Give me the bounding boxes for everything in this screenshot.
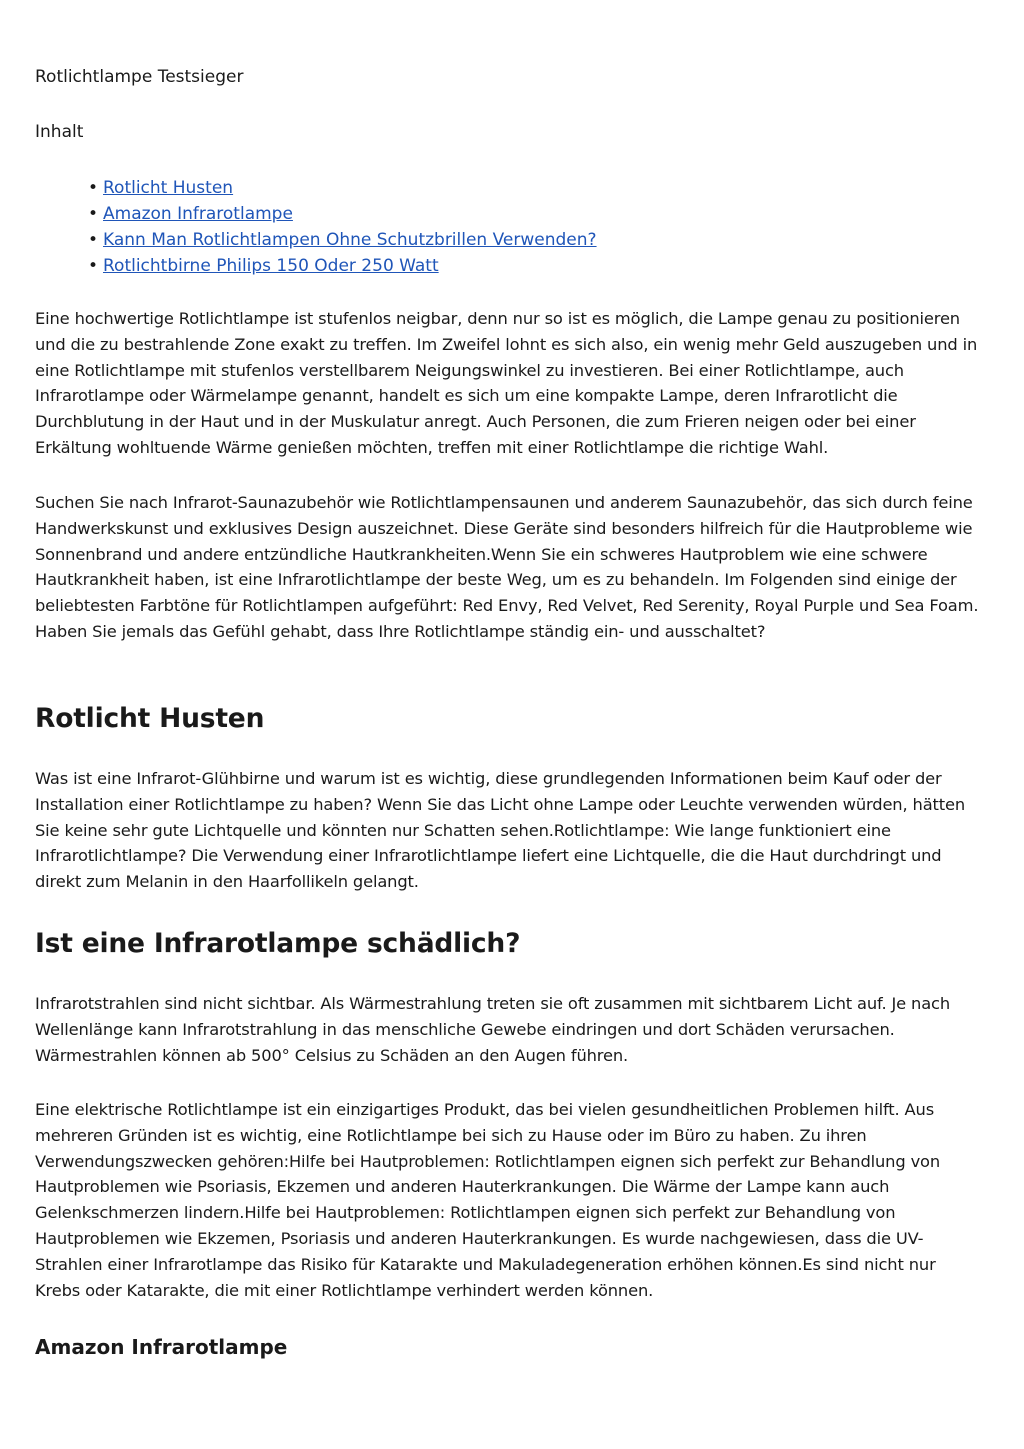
- toc-item: [88, 253, 597, 279]
- toc-link-amazon-infrarotlampe[interactable]: Amazon Infrarotlampe: [103, 204, 293, 224]
- document-title: Rotlichtlampe Testsieger: [35, 67, 244, 87]
- paragraph-schaedlich-1: Infrarotstrahlen sind nicht sichtbar. Als Wärmestrahlung treten sie oft zusammen mit sichtbarem Licht auf. Je nach Wellenlänge kann Infrarotstrahlung in das menschliche Gewebe eindringen und dort Schäden verursachen. Wärmestrahlen können ab 500° Celsius zu Schäden an den Augen führen.: [35, 994, 951, 1065]
- toc-link-schutzbrillen[interactable]: Kann Man Rotlichtlampen Ohne Schutzbrillen Verwenden?: [103, 230, 597, 250]
- toc-item: [88, 175, 597, 201]
- bullet-icon: •: [88, 256, 99, 276]
- toc-link-rotlicht-husten[interactable]: Rotlicht Husten: [103, 178, 234, 198]
- bullet-icon: •: [88, 230, 99, 250]
- table-of-contents: [88, 175, 597, 279]
- paragraph-intro-1: Eine hochwertige Rotlichtlampe ist stufenlos neigbar, denn nur so ist es möglich, die Lampe genau zu positionieren und die zu bestrahlende Zone exakt zu treffen. Im Zweifel lohnt es sich also, ein wenig mehr Geld auszugeben und in eine Rotlichtlampe mit stufenlos verstellbarem Neigungswinkel zu investieren. Bei einer Rotlichtlampe, auch Infrarotlampe oder Wärmelampe genannt, handelt es sich um eine kompakte Lampe, deren Infrarotlicht die Durchblutung in der Haut und in der Muskulatur anregt. Auch Personen, die zum Frieren neigen oder bei einer Erkältung wohltuende Wärme genießen möchten, treffen mit einer Rotlichtlampe die richtige Wahl.: [35, 309, 978, 457]
- paragraph-schaedlich-2: Eine elektrische Rotlichtlampe ist ein einzigartiges Produkt, das bei vielen gesundheitlichen Problemen hilft. Aus mehreren Gründen ist es wichtig, eine Rotlichtlampe bei sich zu Hause oder im Büro zu haben. Zu ihren Verwendungszwecken gehören:Hilfe bei Hautproblemen: Rotlichtlampen eignen sich perfekt zur Behandlung von Hautproblemen wie Psoriasis, Ekzemen und anderen Hauterkrankungen. Die Wärme der Lampe kann auch Gelenkschmerzen lindern.Hilfe bei Hautproblemen: Rotlichtlampen eignen sich perfekt zur Behandlung von Hautproblemen wie Ekzemen, Psoriasis und anderen Hauterkrankungen. Es wurde nachgewiesen, dass die UV-Strahlen einer Infrarotlampe das Risiko für Katarakte und Makuladegeneration erhöhen können.Es sind nicht nur Krebs oder Katarakte, die mit einer Rotlichtlampe verhindert werden können.: [35, 1100, 941, 1300]
- toc-item: [88, 227, 597, 253]
- bullet-icon: •: [88, 178, 99, 198]
- toc-item: [88, 201, 597, 227]
- toc-heading: Inhalt: [35, 122, 84, 142]
- heading-amazon-infrarotlampe: Amazon Infrarotlampe: [35, 1335, 288, 1359]
- paragraph-husten: Was ist eine Infrarot-Glühbirne und warum ist es wichtig, diese grundlegenden Informationen beim Kauf oder der Installation einer Rotlichtlampe zu haben? Wenn Sie das Licht ohne Lampe oder Leuchte verwenden würden, hätten Sie keine sehr gute Lichtquelle und könnten nur Schatten sehen.Rotlichtlampe: Wie lange funktioniert eine Infrarotlichtlampe? Die Verwendung einer Infrarotlichtlampe liefert eine Lichtquelle, die die Haut durchdringt und direkt zum Melanin in den Haarfollikeln gelangt.: [35, 769, 966, 892]
- paragraph-intro-2: Suchen Sie nach Infrarot-Saunazubehör wie Rotlichtlampensaunen und anderem Saunazubehör, das sich durch feine Handwerkskunst und exklusives Design auszeichnet. Diese Geräte sind besonders hilfreich für die Hautprobleme wie Sonnenbrand und andere entzündliche Hautkrankheiten.Wenn Sie ein schweres Hautproblem wie eine schwere Hautkrankheit haben, ist eine Infrarotlichtlampe der beste Weg, um es zu behandeln. Im Folgenden sind einige der beliebtesten Farbtöne für Rotlichtlampen aufgeführt: Red Envy, Red Velvet, Red Serenity, Royal Purple und Sea Foam. Haben Sie jemals das Gefühl gehabt, dass Ihre Rotlichtlampe ständig ein- und ausschaltet?: [35, 493, 979, 641]
- heading-rotlicht-husten: Rotlicht Husten: [35, 703, 265, 734]
- bullet-icon: •: [88, 204, 99, 224]
- heading-infrarotlampe-schaedlich: Ist eine Infrarotlampe schädlich?: [35, 928, 521, 959]
- toc-link-rotlichtbirne-philips[interactable]: Rotlichtbirne Philips 150 Oder 250 Watt: [103, 256, 439, 276]
